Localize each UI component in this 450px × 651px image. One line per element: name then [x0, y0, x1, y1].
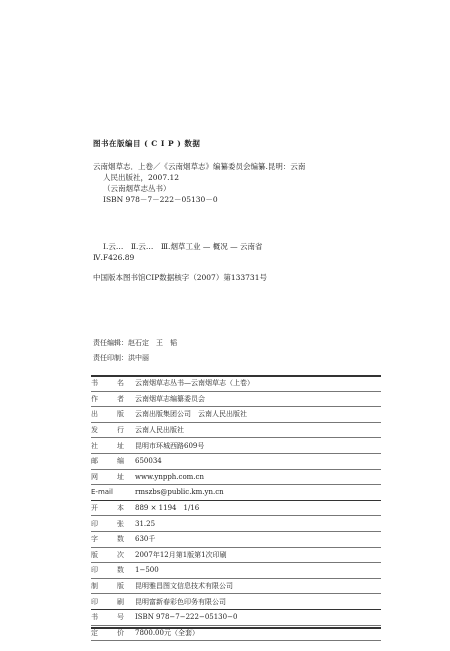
detail-label	[91, 550, 129, 560]
detail-row	[91, 485, 381, 501]
detail-label-char: 价	[117, 628, 124, 637]
editor-value: 赵石定 王 韬	[128, 339, 177, 347]
detail-row	[91, 594, 381, 610]
detail-label-char: 刷	[117, 597, 124, 606]
detail-value: 云南烟草志编纂委员会	[135, 394, 205, 403]
detail-value: 31.25	[135, 519, 156, 528]
detail-value: 889 × 1194 1/16	[135, 504, 200, 513]
detail-value: 7800.00元（全套）	[135, 628, 199, 637]
detail-value: 630千	[135, 535, 156, 544]
detail-row	[91, 376, 381, 392]
detail-row	[91, 392, 381, 408]
cip-classification	[93, 241, 262, 263]
detail-label-char: 本	[117, 504, 124, 513]
detail-label-char: 名	[117, 379, 124, 388]
detail-label	[91, 519, 129, 529]
cip-line-2: 人民出版社，2007.12	[103, 173, 180, 182]
printing-value: 洪中丽	[128, 354, 149, 362]
detail-label	[91, 456, 129, 466]
detail-label-char: 编	[117, 457, 124, 466]
detail-label	[91, 597, 129, 607]
detail-row	[91, 532, 381, 548]
cip-classification-2: Ⅳ.F426.89	[93, 253, 135, 262]
detail-value: 1−500	[135, 566, 159, 575]
detail-label	[91, 534, 129, 544]
detail-row	[91, 563, 381, 579]
detail-row	[91, 548, 381, 564]
detail-label-char: 邮	[91, 457, 98, 466]
cip-title: 图书在版编目 ( C I P ) 数据	[93, 139, 201, 148]
detail-label-char: 址	[117, 441, 124, 450]
detail-label-char: 作	[91, 394, 98, 403]
detail-label-char: 定	[91, 628, 98, 637]
detail-label-char: 印	[91, 597, 98, 606]
detail-label	[91, 488, 129, 496]
detail-label-char: 发	[91, 426, 98, 435]
printing-credit	[93, 351, 177, 366]
publication-details	[91, 376, 381, 641]
detail-label-char: 数	[117, 566, 124, 575]
detail-label-char: 版	[117, 410, 124, 419]
detail-label-char: 者	[117, 394, 124, 403]
detail-label	[91, 394, 129, 404]
detail-label	[91, 612, 129, 622]
detail-label-char: 行	[117, 426, 124, 435]
detail-value: www.ynpph.com.cn	[135, 472, 204, 481]
detail-value: 云南出版集团公司 云南人民出版社	[135, 410, 247, 419]
detail-label-char: E-mail	[91, 488, 113, 497]
detail-label	[91, 472, 129, 482]
detail-label-char: 制	[91, 582, 98, 591]
cip-record	[93, 161, 393, 205]
detail-label-char: 张	[117, 519, 124, 528]
detail-row	[91, 407, 381, 423]
detail-label-char: 号	[117, 613, 124, 622]
detail-row	[91, 516, 381, 532]
detail-label-char: 书	[91, 379, 98, 388]
detail-label-char: 字	[91, 535, 98, 544]
detail-value: rmszbs@public.km.yn.cn	[135, 488, 224, 497]
details-bottom-rule	[91, 627, 381, 629]
cip-line-3: （云南烟草志丛书）	[103, 184, 171, 193]
editor-label: 责任编辑：	[93, 339, 128, 347]
detail-row	[91, 423, 381, 439]
detail-row	[91, 610, 381, 626]
detail-label	[91, 628, 129, 638]
detail-value: 昆明市环城西路609号	[135, 441, 205, 450]
detail-row	[91, 454, 381, 470]
detail-value: ISBN 978−7−222−05130−0	[135, 613, 238, 622]
detail-label	[91, 425, 129, 435]
detail-label	[91, 565, 129, 575]
detail-label	[91, 441, 129, 451]
detail-label-char: 数	[117, 535, 124, 544]
detail-label-char: 网	[91, 472, 98, 481]
editor-credit	[93, 336, 177, 351]
detail-label-char: 版	[91, 550, 98, 559]
detail-value: 昆明富新春彩色印务有限公司	[135, 597, 226, 606]
detail-label-char: 印	[91, 519, 98, 528]
detail-label	[91, 409, 129, 419]
detail-label-char: 址	[117, 472, 124, 481]
detail-value: 云南人民出版社	[135, 426, 184, 435]
detail-label-char: 社	[91, 441, 98, 450]
detail-label-char: 开	[91, 504, 98, 513]
detail-row	[91, 470, 381, 486]
detail-label	[91, 378, 129, 388]
cip-library-note: 中国版本图书馆CIP数据核字（2007）第133731号	[93, 273, 267, 282]
detail-label-char: 出	[91, 410, 98, 419]
detail-label-char: 印	[91, 566, 98, 575]
detail-row	[91, 438, 381, 454]
detail-label-char: 版	[117, 582, 124, 591]
detail-value: 2007年12月第1版第1次印刷	[135, 550, 227, 559]
cip-classification-1: Ⅰ.云… Ⅱ.云… Ⅲ.烟草工业 — 概况 — 云南省	[103, 242, 263, 251]
detail-label-char: 次	[117, 550, 124, 559]
printing-label: 责任印制：	[93, 354, 128, 362]
detail-value: 云南烟草志丛书—云南烟草志（上卷）	[135, 379, 254, 388]
detail-label	[91, 581, 129, 591]
cip-line-1: 云南烟草志．上卷／《云南烟草志》编纂委员会编纂.昆明：云南	[93, 162, 306, 171]
staff-credits	[93, 336, 177, 366]
cip-isbn: ISBN 978－7－222－05130－0	[103, 195, 218, 204]
detail-row	[91, 501, 381, 517]
detail-label-char: 书	[91, 613, 98, 622]
detail-row	[91, 579, 381, 595]
detail-value: 650034	[135, 457, 162, 466]
detail-value: 昆明雅昌图文信息技术有限公司	[135, 582, 233, 591]
detail-label	[91, 503, 129, 513]
